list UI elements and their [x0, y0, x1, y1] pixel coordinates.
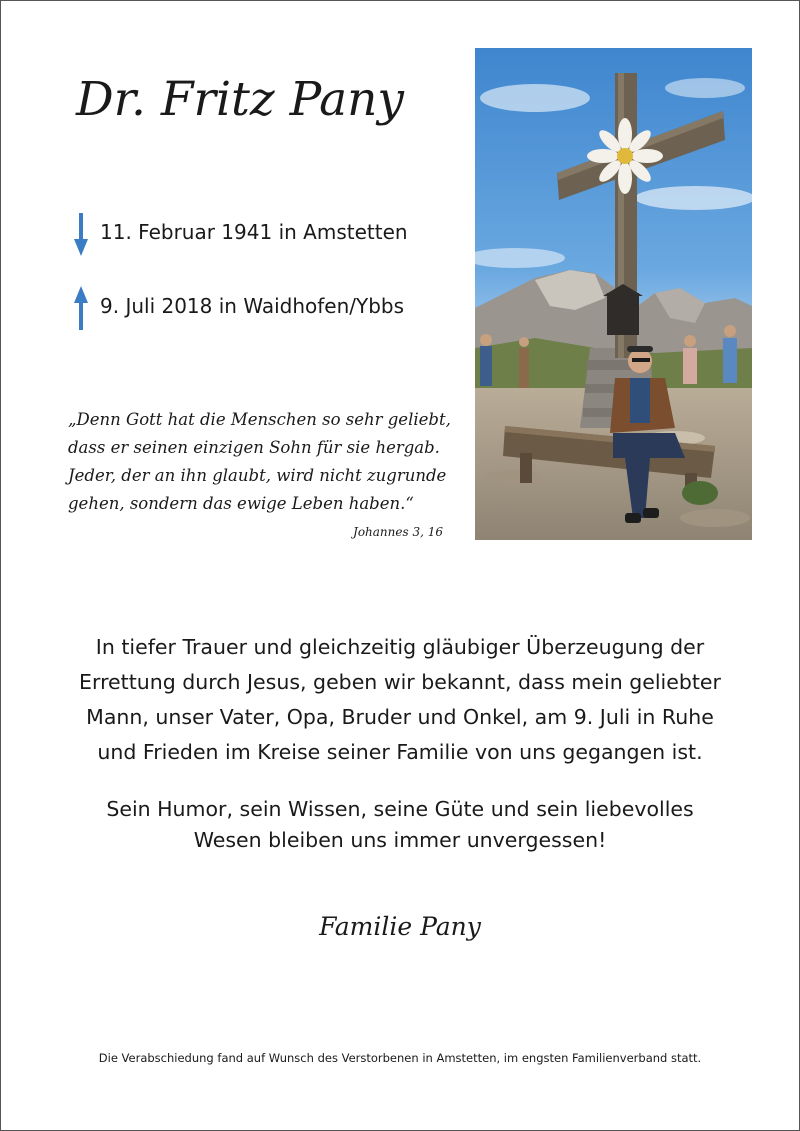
- quote-line: dass er seinen einzigen Sohn für sie hergab.: [68, 438, 440, 457]
- death-text: 9. Juli 2018 in Waidhofen/Ybbs: [100, 294, 405, 318]
- portrait-photo: [475, 48, 752, 540]
- arrow-down-icon: [74, 211, 88, 257]
- summit-cross-photo: [475, 48, 752, 540]
- announcement-line: und Frieden im Kreise seiner Familie von uns gegangen ist.: [97, 740, 703, 764]
- birth-text: 11. Februar 1941 in Amstetten: [100, 220, 408, 244]
- quote-line: Jeder, der an ihn glaubt, wird nicht zugrunde: [68, 466, 447, 485]
- memory-line: Wesen bleiben uns immer unvergessen!: [193, 828, 607, 852]
- death-row: [74, 285, 454, 331]
- announcement-text: [40, 630, 760, 770]
- deceased-name: Dr. Fritz Pany: [76, 72, 404, 127]
- bible-quote: [68, 406, 453, 518]
- quote-line: gehen, sondern das ewige Leben haben.“: [68, 494, 414, 513]
- announcement-line: Errettung durch Jesus, geben wir bekannt, dass mein geliebter: [79, 670, 721, 694]
- announcement-line: Mann, unser Vater, Opa, Bruder und Onkel, am 9. Juli in Ruhe: [86, 705, 714, 729]
- memory-text: [40, 794, 760, 856]
- family-signature: Familie Pany: [319, 912, 481, 941]
- footer-note: Die Verabschiedung fand auf Wunsch des Verstorbenen in Amstetten, im engsten Familienverband statt.: [98, 1051, 702, 1065]
- birth-row: [74, 211, 454, 257]
- memory-line: Sein Humor, sein Wissen, seine Güte und sein liebevolles: [106, 797, 694, 821]
- arrow-up-icon: [74, 285, 88, 331]
- quote-line: „Denn Gott hat die Menschen so sehr geliebt,: [68, 410, 451, 429]
- announcement-line: In tiefer Trauer und gleichzeitig gläubiger Überzeugung der: [95, 635, 705, 659]
- quote-reference: Johannes 3, 16: [353, 525, 443, 539]
